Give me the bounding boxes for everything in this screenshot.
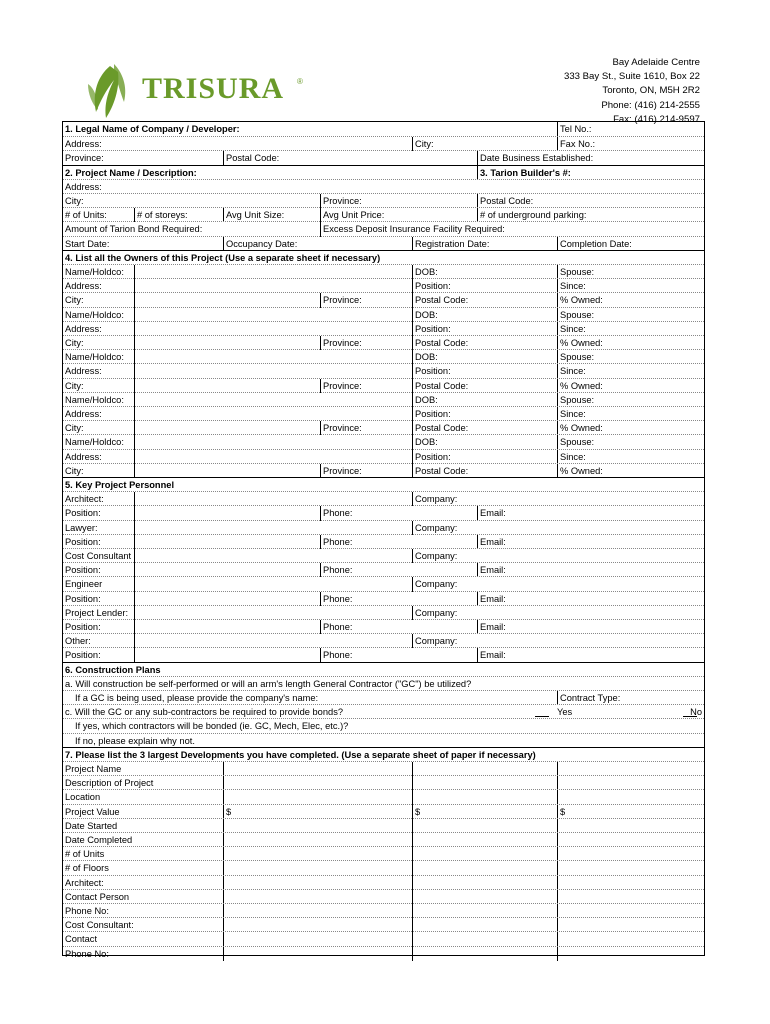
fill-in-field[interactable] bbox=[223, 947, 412, 961]
field-label: Position: bbox=[412, 407, 557, 421]
field-label: # of storeys: bbox=[134, 208, 223, 222]
owner-address-row bbox=[63, 406, 704, 421]
field-label: Address: bbox=[65, 451, 102, 462]
personnel-position-row bbox=[63, 562, 704, 577]
field-label: Postal Code: bbox=[477, 194, 704, 208]
fill-in-field[interactable] bbox=[412, 776, 557, 790]
field-label: Address: bbox=[65, 366, 102, 377]
development-row bbox=[63, 931, 704, 946]
field-label: Project Lender: bbox=[65, 607, 129, 618]
fill-in-field[interactable] bbox=[134, 350, 412, 364]
construction-heading bbox=[63, 662, 704, 677]
field-label: Lawyer: bbox=[65, 522, 98, 533]
personnel-position-row bbox=[63, 534, 704, 549]
checkbox-blank[interactable] bbox=[535, 707, 549, 717]
fill-in-field[interactable] bbox=[134, 620, 320, 634]
fill-in-field[interactable] bbox=[412, 790, 557, 804]
field-label: Province: bbox=[320, 293, 412, 307]
field-label: 6. Construction Plans bbox=[65, 664, 161, 675]
fill-in-field[interactable] bbox=[557, 947, 704, 961]
development-row bbox=[63, 860, 704, 875]
development-row bbox=[63, 775, 704, 790]
fill-in-field[interactable] bbox=[134, 535, 320, 549]
field-label: City: bbox=[412, 137, 557, 151]
company-address bbox=[440, 56, 700, 127]
development-row bbox=[63, 818, 704, 833]
field-label: Excess Deposit Insurance Facility Required: bbox=[320, 222, 704, 236]
field-label: Phone: bbox=[320, 563, 477, 577]
fill-in-field[interactable] bbox=[134, 549, 412, 563]
field-label: % Owned: bbox=[557, 336, 704, 350]
owner-address-row bbox=[63, 363, 704, 378]
field-label: Spouse: bbox=[557, 393, 704, 407]
field-label: DOB: bbox=[412, 393, 557, 407]
field-label: Province: bbox=[65, 153, 104, 164]
field-label: Province: bbox=[320, 421, 412, 435]
field-label: If a GC is being used, please provide the company's name: bbox=[75, 693, 319, 703]
province-row bbox=[63, 150, 704, 165]
fill-in-field[interactable] bbox=[557, 932, 704, 946]
field-label: Since: bbox=[557, 322, 704, 336]
field-label: Date Business Established: bbox=[477, 151, 704, 165]
field-label: City: bbox=[65, 380, 84, 391]
field-label: City: bbox=[65, 465, 84, 476]
development-row bbox=[63, 761, 704, 776]
fill-in-field[interactable] bbox=[134, 450, 412, 464]
field-label: Date Started bbox=[65, 820, 118, 831]
owner-name-row bbox=[63, 307, 704, 322]
project-address-row bbox=[63, 179, 704, 194]
developments-heading bbox=[63, 747, 704, 762]
fill-in-field[interactable] bbox=[557, 833, 704, 847]
field-label: Occupancy Date: bbox=[223, 237, 412, 251]
personnel-position-row bbox=[63, 619, 704, 634]
fill-in-field[interactable] bbox=[134, 407, 412, 421]
logo-registered-mark: ® bbox=[297, 77, 303, 86]
field-label: Project Name bbox=[65, 764, 122, 774]
field-label: Spouse: bbox=[557, 350, 704, 364]
owner-city-row bbox=[63, 292, 704, 307]
field-label: Start Date: bbox=[65, 238, 110, 249]
fill-in-field[interactable] bbox=[412, 890, 557, 904]
fill-in-field[interactable] bbox=[134, 606, 412, 620]
field-label: Position: bbox=[412, 364, 557, 378]
field-label: Cost Consultant: bbox=[65, 920, 134, 931]
field-label: $ bbox=[412, 805, 557, 819]
field-label: 3. Tarion Builder's #: bbox=[477, 166, 704, 180]
field-label: Province: bbox=[320, 464, 412, 478]
fill-in-field[interactable] bbox=[557, 918, 704, 932]
field-label: Contract Type: bbox=[557, 691, 704, 705]
fill-in-field[interactable] bbox=[134, 492, 412, 506]
field-label: Date Completed bbox=[65, 835, 133, 845]
no-label: No bbox=[690, 707, 702, 718]
fill-in-field[interactable] bbox=[557, 847, 704, 861]
field-label: 2. Project Name / Description: bbox=[65, 167, 197, 178]
fill-in-field[interactable] bbox=[223, 904, 412, 918]
bonds-row bbox=[63, 704, 704, 719]
fill-in-field[interactable] bbox=[412, 847, 557, 861]
field-label: Position: bbox=[65, 622, 101, 632]
field-label: 5. Key Project Personnel bbox=[65, 480, 175, 490]
field-label: Postal Code: bbox=[412, 379, 557, 393]
field-label: Position: bbox=[65, 650, 101, 661]
fill-in-field[interactable] bbox=[134, 506, 320, 520]
fill-in-field[interactable] bbox=[557, 819, 704, 833]
field-label: Avg Unit Size: bbox=[223, 208, 320, 222]
owner-address-row bbox=[63, 278, 704, 293]
field-label: City: bbox=[65, 196, 84, 206]
field-label: Phone No: bbox=[65, 948, 109, 959]
field-label: Amount of Tarion Bond Required: bbox=[65, 224, 203, 235]
field-label: Spouse: bbox=[557, 308, 704, 322]
field-label: Other: bbox=[65, 636, 91, 647]
phone-line: Phone: (416) 214-2555 bbox=[601, 99, 700, 111]
field-label: Architect: bbox=[65, 494, 104, 505]
fill-in-field[interactable] bbox=[134, 322, 412, 336]
field-label: DOB: bbox=[412, 435, 557, 449]
leaf-icon bbox=[88, 64, 125, 118]
fill-in-field[interactable] bbox=[412, 918, 557, 932]
field-label: Province: bbox=[320, 379, 412, 393]
field-label: Spouse: bbox=[557, 265, 704, 279]
field-label: Project Value bbox=[65, 806, 120, 817]
development-row bbox=[63, 804, 704, 819]
fill-in-field[interactable] bbox=[412, 932, 557, 946]
fill-in-field[interactable] bbox=[557, 861, 704, 875]
fill-in-field[interactable] bbox=[134, 279, 412, 293]
fill-in-field[interactable] bbox=[134, 421, 320, 435]
field-label: Address: bbox=[65, 139, 102, 150]
if-no-row bbox=[63, 733, 704, 748]
application-form bbox=[62, 121, 705, 959]
field-label: # of Floors bbox=[65, 863, 109, 874]
field-label: Spouse: bbox=[557, 435, 704, 449]
field-label: Email: bbox=[477, 506, 704, 520]
address-line: Toronto, ON, M5H 2R2 bbox=[602, 85, 700, 97]
field-label: Contact bbox=[65, 934, 98, 945]
development-row bbox=[63, 889, 704, 904]
field-label: If yes, which contractors will be bonded (ie. GC, Mech, Elec, etc.)? bbox=[75, 721, 349, 732]
field-label: Phone: bbox=[320, 592, 477, 606]
field-label: Postal Code: bbox=[223, 151, 477, 165]
field-label: Address: bbox=[65, 181, 102, 192]
fill-in-field[interactable] bbox=[134, 464, 320, 478]
field-label: Cost Consultant bbox=[65, 551, 132, 561]
field-label: City: bbox=[65, 338, 84, 348]
field-label: Location bbox=[65, 792, 101, 803]
bond-row bbox=[63, 221, 704, 236]
fill-in-field[interactable] bbox=[223, 876, 412, 890]
field-label: Since: bbox=[557, 279, 704, 293]
development-row bbox=[63, 917, 704, 932]
owners-heading bbox=[63, 250, 704, 265]
fill-in-field[interactable] bbox=[134, 364, 412, 378]
field-label: Fax No.: bbox=[557, 137, 704, 151]
personnel-role-row bbox=[63, 520, 704, 535]
personnel-position-row bbox=[63, 647, 704, 662]
field-label: If no, please explain why not. bbox=[75, 735, 195, 746]
field-label: # of Units bbox=[65, 849, 105, 860]
field-label: Name/Holdco: bbox=[65, 437, 124, 448]
fill-in-field[interactable] bbox=[557, 904, 704, 918]
field-label: Company: bbox=[412, 606, 704, 620]
field-label: Province: bbox=[320, 336, 412, 350]
field-label: Name/Holdco: bbox=[65, 267, 124, 277]
field-label: Email: bbox=[477, 563, 704, 577]
fill-in-field[interactable] bbox=[412, 762, 557, 776]
field-label: Position: bbox=[65, 593, 101, 604]
fill-in-field[interactable] bbox=[223, 890, 412, 904]
fill-in-field[interactable] bbox=[134, 379, 320, 393]
fax-line: Fax: (416) 214-9597 bbox=[613, 113, 700, 125]
field-label: Address: bbox=[65, 323, 102, 334]
field-label: Position: bbox=[65, 565, 101, 576]
field-label: Phone: bbox=[320, 620, 477, 634]
gc-name-row bbox=[63, 690, 704, 705]
personnel-role-row bbox=[63, 605, 704, 620]
development-row bbox=[63, 789, 704, 804]
fill-in-field[interactable] bbox=[557, 776, 704, 790]
fill-in-field[interactable] bbox=[557, 890, 704, 904]
owner-name-row bbox=[63, 349, 704, 364]
fill-in-field[interactable] bbox=[134, 435, 412, 449]
development-row bbox=[63, 875, 704, 890]
development-row bbox=[63, 903, 704, 918]
construction-a-row bbox=[63, 676, 704, 691]
personnel-position-row bbox=[63, 505, 704, 520]
field-label: c. Will the GC or any sub-contractors be required to provide bonds? bbox=[65, 707, 344, 718]
dates-row bbox=[63, 236, 704, 251]
field-label: a. Will construction be self-performed or will an arm's length General Contractor ("GC") be utilized? bbox=[65, 678, 472, 689]
personnel-role-row bbox=[63, 491, 704, 506]
field-label: % Owned: bbox=[557, 464, 704, 478]
fill-in-field[interactable] bbox=[223, 790, 412, 804]
fill-in-field[interactable] bbox=[557, 876, 704, 890]
fill-in-field[interactable] bbox=[134, 634, 412, 648]
fill-in-field[interactable] bbox=[412, 876, 557, 890]
fill-in-field[interactable] bbox=[223, 776, 412, 790]
field-label: Company: bbox=[412, 492, 704, 506]
legal-name-row bbox=[63, 122, 704, 136]
fill-in-field[interactable] bbox=[134, 577, 412, 591]
address-line: 333 Bay St., Suite 1610, Box 22 bbox=[563, 71, 700, 83]
fill-in-field[interactable] bbox=[134, 521, 412, 535]
address-row bbox=[63, 136, 704, 151]
fill-in-field[interactable] bbox=[134, 393, 412, 407]
field-label: Architect: bbox=[65, 877, 104, 888]
checkbox-field[interactable] bbox=[535, 705, 683, 719]
fill-in-field[interactable] bbox=[223, 932, 412, 946]
owner-name-row bbox=[63, 392, 704, 407]
field-label: Contact Person bbox=[65, 891, 130, 902]
field-label: Position: bbox=[412, 322, 557, 336]
field-label: Email: bbox=[477, 592, 704, 606]
field-label: Postal Code: bbox=[412, 293, 557, 307]
address-line: Bay Adelaide Centre bbox=[612, 57, 700, 68]
field-label: Since: bbox=[557, 364, 704, 378]
field-label: Position: bbox=[412, 279, 557, 293]
field-label: City: bbox=[65, 295, 84, 306]
field-label: Company: bbox=[412, 521, 704, 535]
field-label: Position: bbox=[412, 450, 557, 464]
fill-in-field[interactable] bbox=[412, 861, 557, 875]
field-label: Name/Holdco: bbox=[65, 394, 124, 405]
fill-in-field[interactable] bbox=[412, 904, 557, 918]
field-label: Name/Holdco: bbox=[65, 309, 124, 320]
field-label: 1. Legal Name of Company / Developer: bbox=[65, 124, 240, 134]
field-label: DOB: bbox=[412, 350, 557, 364]
field-label: 7. Please list the 3 largest Developments you have completed. (Use a separate sheet of paper if necessary) bbox=[65, 749, 536, 760]
field-label: % Owned: bbox=[557, 379, 704, 393]
field-label: % Owned: bbox=[557, 421, 704, 435]
field-label: Phone: bbox=[320, 535, 477, 549]
field-label: Avg Unit Price: bbox=[320, 208, 477, 222]
owner-city-row bbox=[63, 335, 704, 350]
field-label: # of Units: bbox=[65, 210, 107, 221]
fill-in-field[interactable] bbox=[557, 790, 704, 804]
field-label: # of underground parking: bbox=[477, 208, 704, 222]
owner-name-row bbox=[63, 264, 704, 279]
field-label: DOB: bbox=[412, 265, 557, 279]
fill-in-field[interactable] bbox=[134, 648, 320, 662]
field-label: % Owned: bbox=[557, 293, 704, 307]
field-label: Phone: bbox=[320, 506, 477, 520]
field-label: Position: bbox=[65, 536, 101, 547]
owner-address-row bbox=[63, 321, 704, 336]
owner-city-row bbox=[63, 420, 704, 435]
development-row bbox=[63, 846, 704, 861]
development-row bbox=[63, 946, 704, 961]
fill-in-field[interactable] bbox=[412, 833, 557, 847]
field-label: Engineer bbox=[65, 579, 103, 590]
project-city-row bbox=[63, 193, 704, 208]
field-label: Postal Code: bbox=[412, 421, 557, 435]
field-label: Province: bbox=[320, 194, 477, 208]
fill-in-field[interactable] bbox=[223, 819, 412, 833]
fill-in-field[interactable] bbox=[412, 947, 557, 961]
checkbox-field[interactable] bbox=[683, 705, 704, 719]
fill-in-field[interactable] bbox=[223, 762, 412, 776]
field-label: Address: bbox=[65, 409, 102, 419]
fill-in-field[interactable] bbox=[412, 819, 557, 833]
fill-in-field[interactable] bbox=[134, 563, 320, 577]
personnel-heading bbox=[63, 477, 704, 492]
fill-in-field[interactable] bbox=[223, 918, 412, 932]
field-label: 4. List all the Owners of this Project (Use a separate sheet if necessary) bbox=[65, 252, 381, 263]
personnel-position-row bbox=[63, 591, 704, 606]
field-label: Position: bbox=[65, 508, 101, 519]
fill-in-field[interactable] bbox=[223, 861, 412, 875]
project-name-row bbox=[63, 165, 704, 180]
owner-city-row bbox=[63, 378, 704, 393]
yes-label: Yes bbox=[557, 707, 573, 718]
field-label: City: bbox=[65, 423, 84, 434]
field-label: Registration Date: bbox=[412, 237, 557, 251]
field-label: Since: bbox=[557, 407, 704, 421]
field-label: Phone: bbox=[320, 648, 477, 662]
field-label: Phone No: bbox=[65, 906, 109, 916]
owner-address-row bbox=[63, 449, 704, 464]
field-label: Email: bbox=[477, 648, 704, 662]
owner-name-row bbox=[63, 434, 704, 449]
field-label: Email: bbox=[477, 535, 704, 549]
field-label: DOB: bbox=[412, 308, 557, 322]
field-label: Postal Code: bbox=[412, 336, 557, 350]
fill-in-field[interactable] bbox=[134, 293, 320, 307]
personnel-role-row bbox=[63, 633, 704, 648]
fill-in-field[interactable] bbox=[134, 265, 412, 279]
if-yes-row bbox=[63, 718, 704, 733]
owner-city-row bbox=[63, 463, 704, 478]
units-row bbox=[63, 207, 704, 222]
field-label: Tel No.: bbox=[557, 122, 704, 136]
field-label: $ bbox=[557, 805, 704, 819]
logo-text: TRISURA bbox=[142, 72, 285, 105]
field-label: Email: bbox=[477, 620, 704, 634]
field-label: Name/Holdco: bbox=[65, 352, 124, 363]
field-label: Company: bbox=[412, 577, 704, 591]
fill-in-field[interactable] bbox=[134, 336, 320, 350]
development-row bbox=[63, 832, 704, 847]
field-label: Description of Project bbox=[65, 778, 154, 789]
field-label: Since: bbox=[557, 450, 704, 464]
field-label: Completion Date: bbox=[557, 237, 704, 251]
trisura-logo bbox=[84, 62, 314, 124]
field-label: Address: bbox=[65, 281, 102, 292]
fill-in-field[interactable] bbox=[223, 833, 412, 847]
fill-in-field[interactable] bbox=[134, 308, 412, 322]
personnel-role-row bbox=[63, 548, 704, 563]
fill-in-field[interactable] bbox=[223, 847, 412, 861]
field-label: $ bbox=[223, 805, 412, 819]
personnel-role-row bbox=[63, 576, 704, 591]
field-label: Company: bbox=[412, 634, 704, 648]
fill-in-field[interactable] bbox=[557, 762, 704, 776]
fill-in-field[interactable] bbox=[134, 592, 320, 606]
field-label: Company: bbox=[412, 549, 704, 563]
field-label: Postal Code: bbox=[412, 464, 557, 478]
